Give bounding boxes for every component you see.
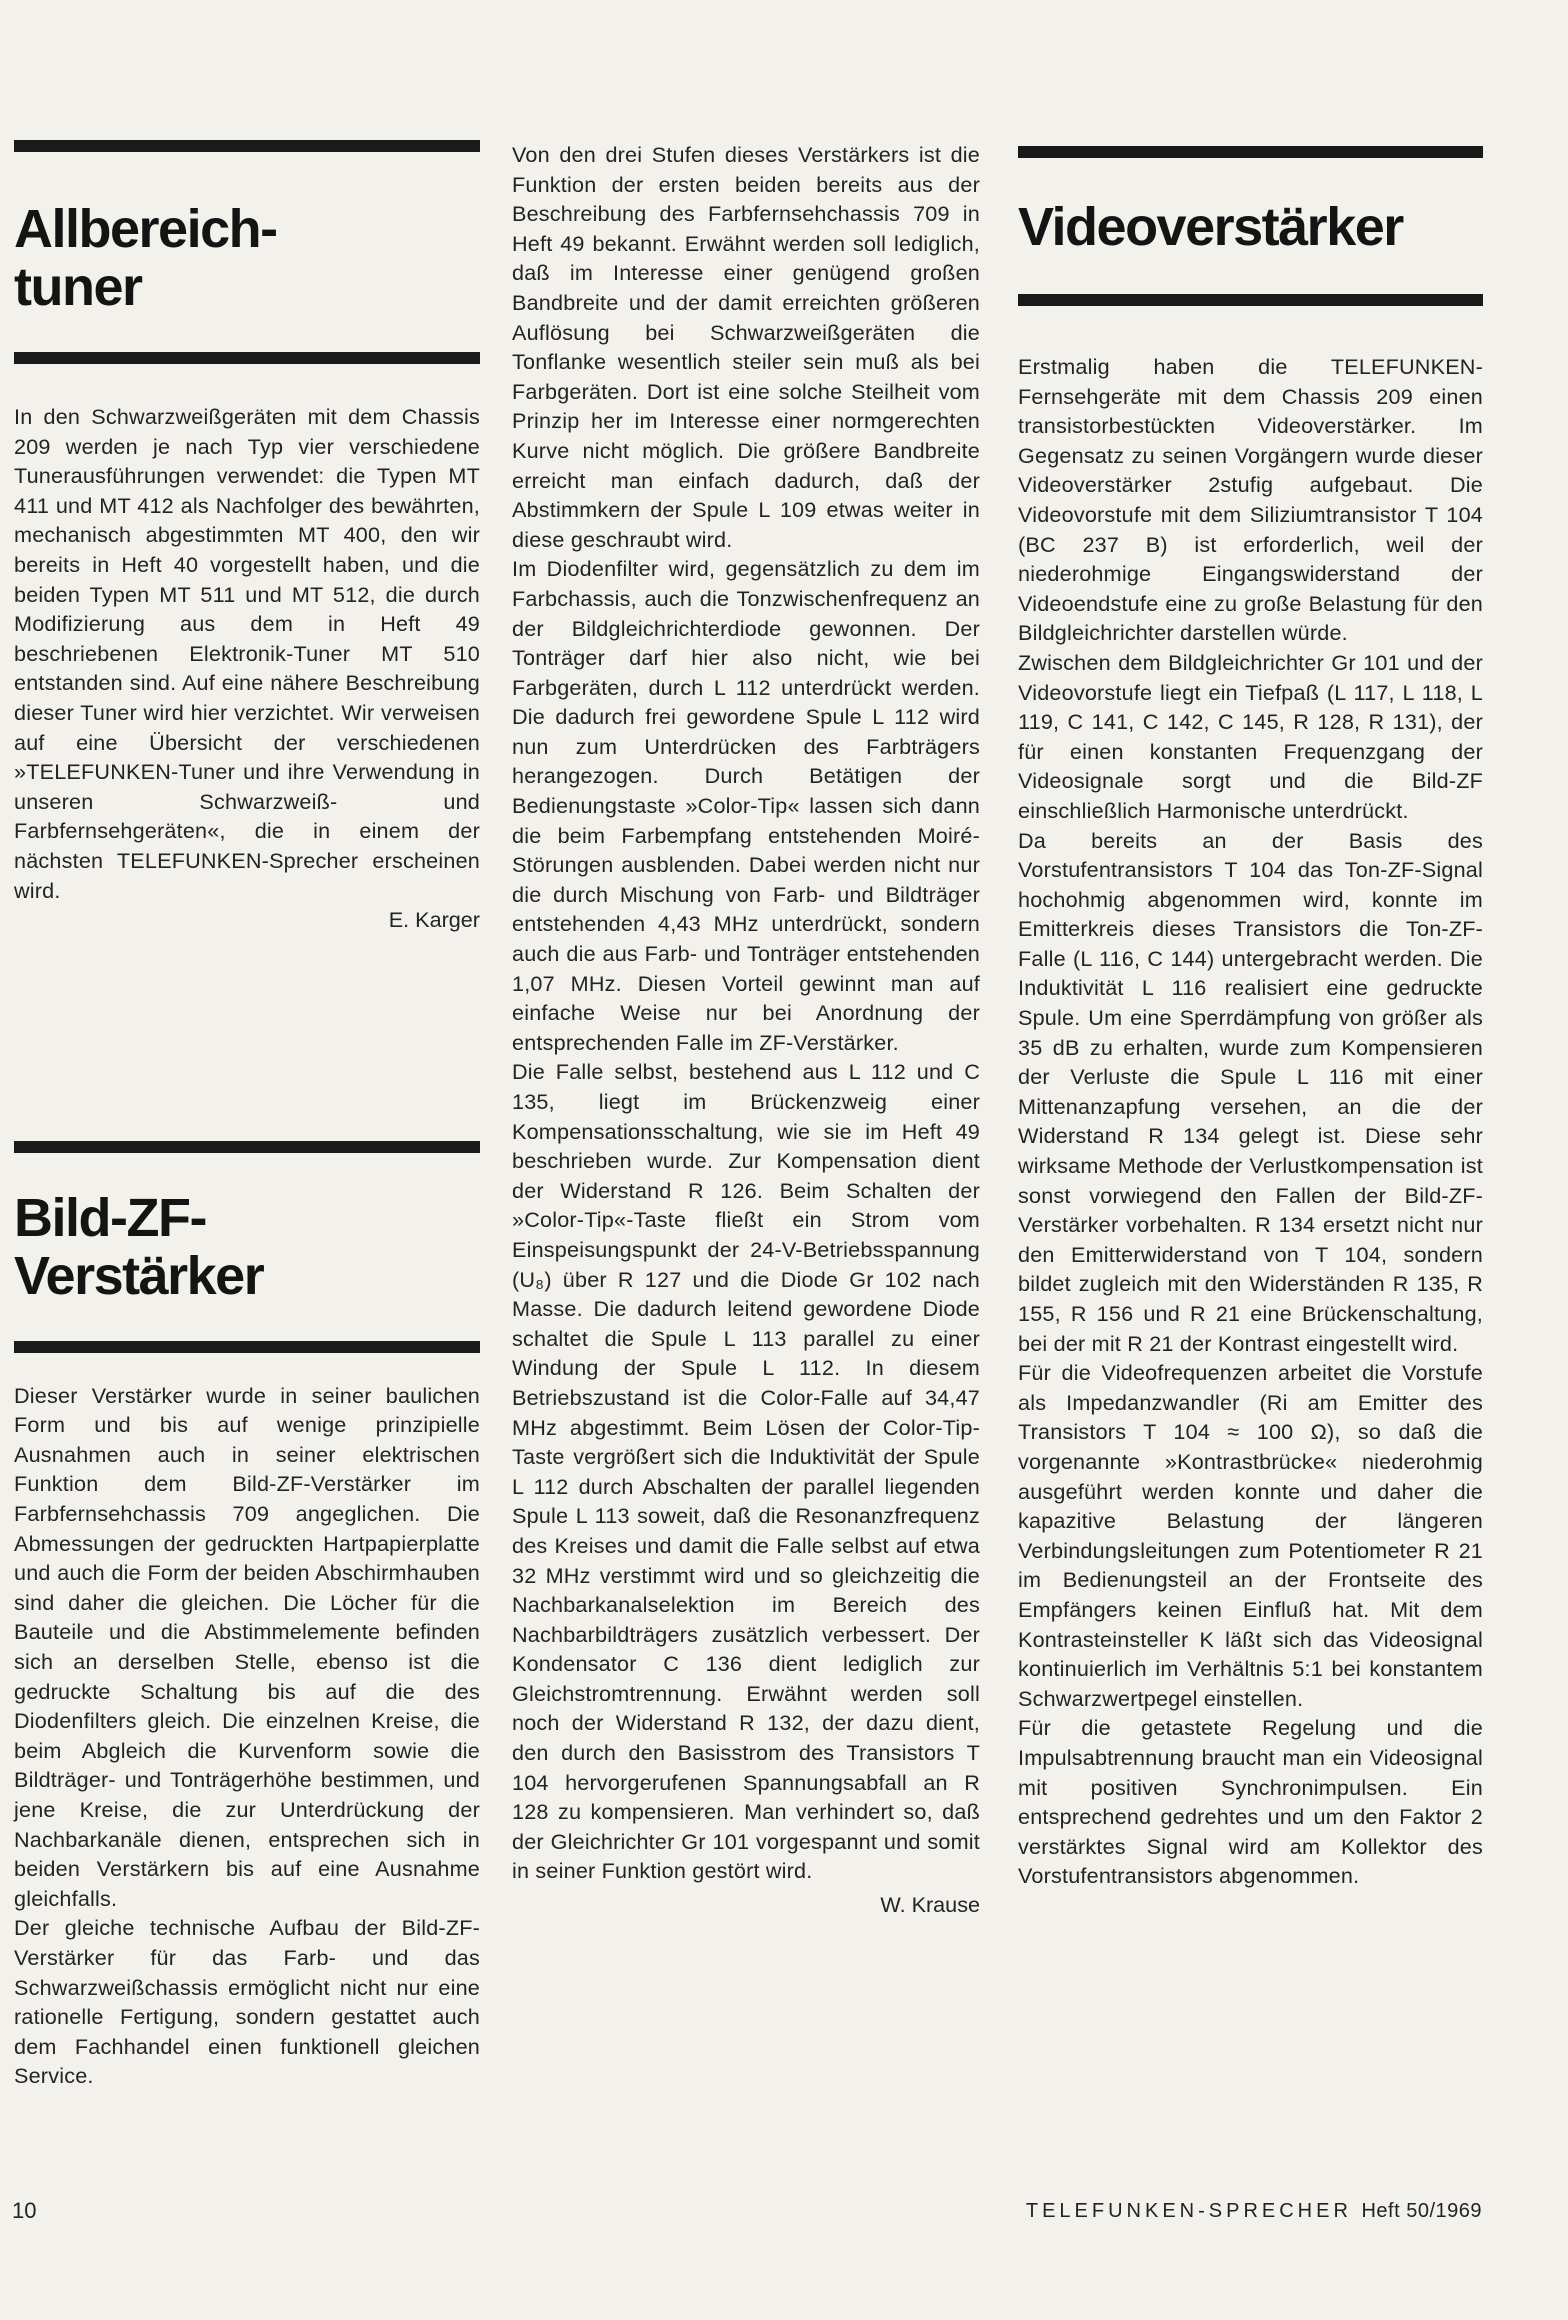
bildzf-continued-paragraph: Von den drei Stufen dieses Verstärkers ist die Funktion der ersten beiden bereits aus der Beschreibung des Farbfernsehchassis 709 in Heft 49 bekannt. Erwähnt werden soll lediglich, daß im Interesse einer genügend großen Bandbreite und der damit erreichten größeren Auflösung bei Schwarzweißgeräten die Tonflanke wesentlich steiler sein muß als bei Farbgeräten. Dort ist eine solche Steilheit vom Prinzip her im Interesse einer normgerechten Kurve nicht möglich. Die größere Bandbreite erreicht man einfach dadurch, daß der Abstimmkern der Spule L 109 etwas weiter in diese geschraubt wird. (512, 142, 980, 552)
bildzf-continued-paragraph: Die Falle selbst, bestehend aus L 112 und C 135, liegt im Brückenzweig einer Kompensationsschaltung, wie sie im Heft 49 beschrieben wurde. Zur Kompensation dient der Widerstand R 126. Beim Schalten der »Color-Tip«-Taste fließt ein Strom vom Einspeisungspunkt der 24-V-Betriebsspannung (U₈) über R 127 und die Diode Gr 102 nach Masse. Die dadurch leitend gewordene Diode schaltet die Spule L 113 parallel zu einer Windung der Spule L 112. In diesem Betriebszustand ist die Color-Falle auf 34,47 MHz abgestimmt. Beim Lösen der Color-Tip-Taste vergrößert sich die Induktivität der Spule L 112 durch Abschalten der parallel liegenden Spule L 113 soweit, daß die Resonanzfrequenz des Kreises und damit die Falle selbst auf etwa 32 MHz verstimmt wird und so gleichzeitig die Nachbarkanalselektion im Bereich des Nachbarbildträgers zusätzlich verbessert. Der Kondensator C 136 dient lediglich zur Gleichstromtrennung. Erwähnt werden soll noch der Widerstand R 132, der dazu dient, den durch den Basisstrom des Transistors T 104 hervorgerufenen Spannungsabfall an R 128 zu kompensieren. Man verhindert so, daß der Gleichrichter Gr 101 vorgespannt und somit in seiner Funktion gestört wird. (512, 1059, 980, 1884)
section-rule (14, 1141, 480, 1153)
bildzf-continued-paragraph: Im Diodenfilter wird, gegensätzlich zu dem im Farbchassis, auch die Tonzwischenfrequenz an der Bildgleichrichterdiode gewonnen. Der Tonträger darf hier also nicht, wie bei Farbgeräten, durch L 112 unterdrückt werden. Die dadurch frei gewordene Spule L 112 wird nun zum Unterdrücken des Farbträgers herangezogen. Durch Betätigen der Bedienungstaste »Color-Tip« lassen sich dann die beim Farbempfang entstehenden Moiré-Störungen ausblenden. Dabei werden nicht nur die durch Mischung von Farb- und Bildträger entstehenden 4,43 MHz unterdrückt, sondern auch die aus Farb- und Tonträger entstehenden 1,07 MHz. Diesen Vorteil gewinnt man auf einfache Weise nur bei Anordnung der entsprechenden Falle im ZF-Verstärker. (512, 556, 980, 1055)
tuner-body: In den Schwarzweißgeräten mit dem Chassis 209 werden je nach Typ vier verschiedene Tunerausführungen verwendet: die Typen MT 411 und MT 412 als Nachfolger des bewährten, mechanisch abgestimmten MT 400, den wir bereits in Heft 40 vorgestellt haben, und die beiden Typen MT 511 und MT 512, die durch Modifizierung aus dem in Heft 49 beschriebenen Elektronik-Tuner MT 510 entstanden sind. Auf eine nähere Beschreibung dieser Tuner wird hier verzichtet. Wir verweisen auf eine Übersicht der verschiedenen »TELEFUNKEN-Tuner und ihre Verwendung in unseren Schwarzweiß- und Farbfernsehgeräten«, die in einem der nächsten TELEFUNKEN-Sprecher erscheinen wird. (14, 404, 480, 903)
section-rule (1018, 294, 1483, 306)
section-rule (14, 140, 480, 152)
video-headline: Videoverstärker (1018, 197, 1403, 257)
tuner-title-line-1: Allbereich- (14, 199, 277, 259)
video-paragraph: Da bereits an der Basis des Vorstufentransistors T 104 das Ton-ZF-Signal hochohmig abgenommen wird, konnte im Emitterkreis dieses Transistors die Ton-ZF-Falle (L 116, C 144) untergebracht werden. Die Induktivität L 116 realisiert eine gedruckte Spule. Um eine Sperrdämpfung von größer als 35 dB zu erhalten, wurde zum Kompensieren der Verluste die Spule L 116 mit einer Mittenanzapfung versehen, an die der Widerstand R 134 gelegt ist. Diese sehr wirksame Methode der Verlustkompensation ist sonst vorwiegend den Fallen der Bild-ZF-Verstärker vorbehalten. R 134 ersetzt nicht nur den Emitterwiderstand von T 104, sondern bildet zugleich mit den Widerständen R 135, R 155, R 156 und R 21 eine Brückenschaltung, bei der mit R 21 der Kontrast eingestellt wird. (1018, 827, 1483, 1356)
tuner-title-line-2: tuner (14, 257, 142, 317)
tuner-headline (14, 200, 480, 316)
video-paragraph: Zwischen dem Bildgleichrichter Gr 101 und der Videovorstufe liegt ein Tiefpaß (L 117, L 118, L 119, C 141, C 142, C 145, R 128, R 131), der für einen konstanten Frequenzgang der Videosignale sorgt und die Bild-ZF einschließlich Harmonische unterdrückt. (1018, 649, 1483, 823)
publication-name: TELEFUNKEN-SPRECHER (1025, 2200, 1352, 2222)
bildzf-paragraph: Dieser Verstärker wurde in seiner baulichen Form und bis auf wenige prinzipielle Ausnahmen auch in seiner elektrischen Funktion dem Bild-ZF-Verstärker im Farbfernsehchassis 709 angeglichen. Die Abmessungen der gedruckten Hartpapierplatte und auch die Form der beiden Abschirmhauben sind daher die gleichen. Die Löcher für die Bauteile und die Abstimmelemente befinden sich an derselben Stelle, ebenso ist die gedruckte Schaltung bis auf die des Diodenfilters gleich. Die einzelnen Kreise, die beim Abgleich die Kurvenform sowie die Bildträger- und Tonträgerhöhe bestimmen, und jene Kreise, die zur Unterdrückung der Nachbarkanäle dienen, entsprechen sich in beiden Verstärkern bis auf eine Ausnahme gleichfalls. (14, 1382, 480, 1911)
footer-credit (1026, 2200, 1482, 2223)
section-rule (14, 1341, 480, 1353)
bildzf-paragraph: Der gleiche technische Aufbau der Bild-ZF-Verstärker für das Farb- und das Schwarzweißchassis ermöglicht nicht nur eine rationelle Fertigung, sondern gestattet auch dem Fachhandel einen funktionell gleichen Service. (14, 1915, 480, 2089)
section-rule (1018, 146, 1483, 158)
bildzf-author: W. Krause (880, 1892, 980, 1918)
video-paragraph: Erstmalig haben die TELEFUNKEN-Fernsehgeräte mit dem Chassis 209 einen transistorbestückten Videoverstärker. Im Gegensatz zu seinen Vorgängern wurde dieser Videoverstärker 2stufig aufgebaut. Die Videovorstufe mit dem Siliziumtransistor T 104 (BC 237 B) ist erforderlich, weil der niederohmige Eingangswiderstand der Videoendstufe eine zu große Belastung für den Bildgleichrichter darstellen würde. (1018, 354, 1483, 646)
column-left (14, 140, 480, 2091)
video-paragraph: Für die Videofrequenzen arbeitet die Vorstufe als Impedanzwandler (Ri am Emitter des Transistors T 104 ≈ 100 Ω), so daß die vorgenannte »Kontrastbrücke« niederohmig ausgeführt werden konnte und daher die kapazitive Belastung der längeren Verbindungsleitungen zum Potentiometer R 21 im Bedienungsteil an der Frontseite des Empfängers keinen Einfluß hat. Mit dem Kontrasteinsteller K läßt sich das Videosignal kontinuierlich im Verhältnis 5:1 bei konstantem Schwarzwertpegel einstellen. (1018, 1360, 1483, 1711)
column-middle (512, 140, 980, 1920)
section-rule (14, 352, 480, 364)
tuner-author: E. Karger (388, 907, 480, 933)
issue-label: Heft 50/1969 (1361, 2200, 1482, 2222)
bildzf-headline (14, 1189, 480, 1305)
bildzf-title-line-1: Bild-ZF- (14, 1187, 206, 1248)
column-right (1018, 140, 1483, 1891)
video-paragraph: Für die getastete Regelung und die Impulsabtrennung braucht man ein Videosignal mit positiven Synchronimpulsen. Ein entsprechend gedrehtes und um den Faktor 2 verstärktes Signal wird am Kollektor des Vorstufentransistors abgenommen. (1018, 1715, 1483, 1889)
page-number: 10 (12, 2198, 37, 2223)
bildzf-title-line-2: Verstärker (14, 1245, 264, 1306)
